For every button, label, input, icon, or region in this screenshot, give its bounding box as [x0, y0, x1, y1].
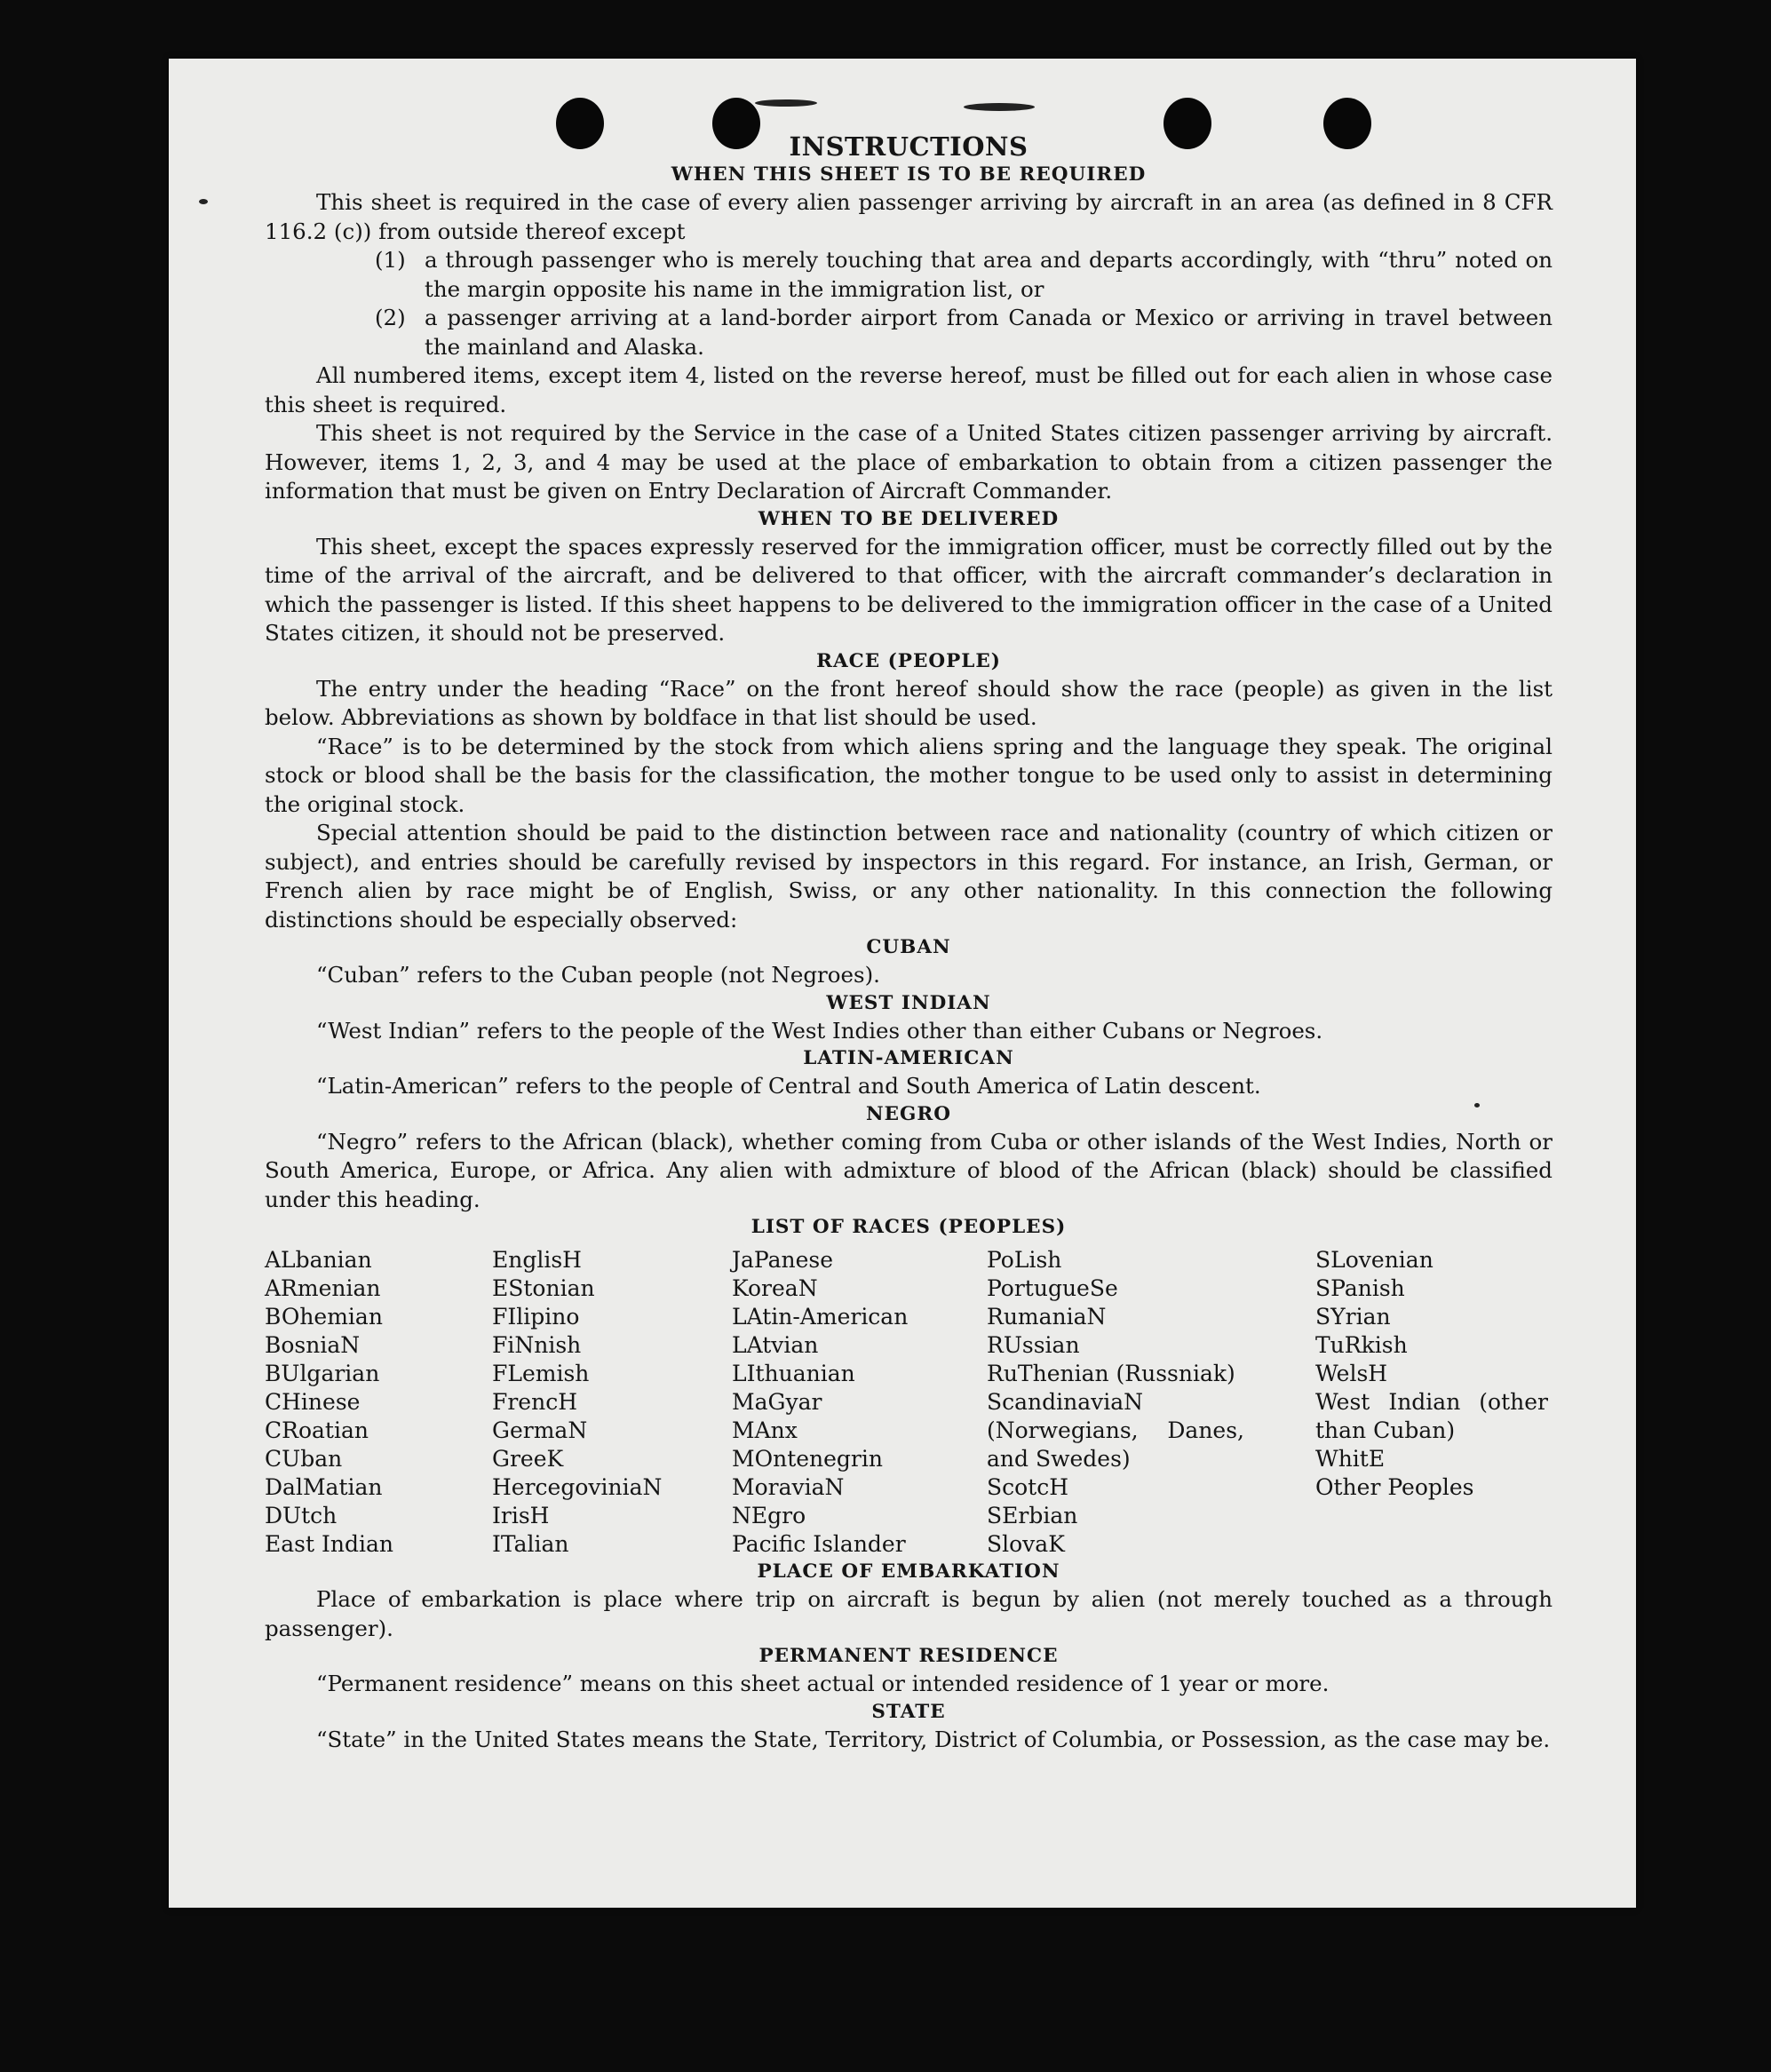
- race-entry: ARmenian: [265, 1275, 381, 1301]
- embarkation-definition: Place of embarkation is place where trip on aircraft is begun by alien (not merely touched as a through passenger).: [265, 1586, 1553, 1641]
- race-entry: LIthuanian: [732, 1361, 855, 1386]
- delivered-text: This sheet, except the spaces expressly reserved for the immigration officer, must be correctly filled out by the time of the arrival of the aircraft, and be delivered to that officer, with the aircraft commander’s declaration in which the passenger is listed. If this sheet happens to be delivered to the immigration officer in the case of a United States citizen, it should not be preserved.: [265, 533, 1553, 646]
- west-indian-definition: “West Indian” refers to the people of the West Indies other than either Cubans or Negroes.: [316, 1017, 1323, 1044]
- exception-item: (1) a through passenger who is merely touching that area and departs accordingly, with “thru” noted on the margin opposite his name in the immigration list, or: [375, 247, 1553, 302]
- state-definition: “State” in the United States means the State, Territory, District of Columbia, or Possession, as the case may be.: [316, 1726, 1551, 1752]
- section-heading-west-indian: WEST INDIAN: [826, 991, 991, 1014]
- race-entry: PortugueSe: [987, 1275, 1118, 1301]
- required-para-2: All numbered items, except item 4, listed on the reverse hereof, must be filled out for each alien in whose case this sheet is required.: [265, 362, 1553, 417]
- race-entry: ScotcH: [987, 1474, 1069, 1500]
- race-entry: RuThenian (Russniak): [987, 1361, 1235, 1386]
- document-sheet: [169, 59, 1636, 1908]
- race-entry: LAtin-American: [732, 1304, 909, 1330]
- races-column-5: [1315, 1246, 1548, 1559]
- race-entry: EnglisH: [492, 1247, 582, 1273]
- race-entry: GermaN: [492, 1417, 588, 1443]
- race-entry: MAnx: [732, 1417, 798, 1443]
- section-heading-state: STATE: [871, 1700, 946, 1723]
- race-entry: BosniaN: [265, 1332, 361, 1358]
- race-entry: SLovenian: [1315, 1247, 1433, 1273]
- negro-definition: “Negro” refers to the African (black), whether coming from Cuba or other islands of the West Indies, North or South America, Europe, or Africa. Any alien with admixture of blood of the African (black) should be classified under this heading.: [265, 1128, 1553, 1212]
- section-heading-list-of-races: LIST OF RACES (PEOPLES): [750, 1216, 1067, 1238]
- race-entry: HercegoviniaN: [492, 1474, 663, 1500]
- ink-smudge: [755, 99, 817, 107]
- race-entry: CHinese: [265, 1389, 361, 1415]
- required-intro: This sheet is required in the case of every alien passenger arriving by aircraft in an area (as defined in 8 CFR 116.2 (c)) from outside thereof except: [265, 189, 1553, 244]
- race-para-2: “Race” is to be determined by the stock from which aliens spring and the language they speak. The original stock or blood shall be the basis for the classification, the mother tongue to be used only to assist in determining the original stock.: [265, 733, 1553, 817]
- race-entry: DUtch: [265, 1503, 338, 1528]
- race-entry: CRoatian: [265, 1417, 369, 1443]
- race-entry: GreeK: [492, 1446, 564, 1472]
- required-para-3: This sheet is not required by the Service in the case of a United States citizen passenger arriving by aircraft. However, items 1, 2, 3, and 4 may be used at the place of embarkation to obtain from a citizen passenger the information that must be given on Entry Declaration of Aircraft Commander.: [265, 420, 1553, 504]
- race-entry: TuRkish: [1315, 1332, 1408, 1358]
- race-entry: West Indian (other than Cuban): [1315, 1389, 1548, 1443]
- race-entry: WelsH: [1315, 1361, 1388, 1386]
- race-entry: BUlgarian: [265, 1361, 380, 1386]
- race-entry: FiNnish: [492, 1332, 582, 1358]
- race-para-3: Special attention should be paid to the distinction between race and nationality (country of which citizen or subject), and entries should be carefully revised by inspectors in this regard. For instance, an Irish, German, or French alien by race might be of English, Swiss, or any other nationality. In this connection the following distinctions should be especially observed:: [265, 820, 1553, 933]
- race-entry: ITalian: [492, 1531, 569, 1557]
- section-heading-delivered: WHEN TO BE DELIVERED: [758, 507, 1060, 530]
- ink-speck: [199, 199, 208, 204]
- section-heading-negro: NEGRO: [866, 1102, 951, 1125]
- race-entry: BOhemian: [265, 1304, 383, 1330]
- latin-american-definition: “Latin-American” refers to the people of Central and South America of Latin descent.: [316, 1073, 1261, 1099]
- race-entry: SPanish: [1315, 1275, 1405, 1301]
- instructions-content: [265, 131, 1553, 1754]
- race-entry: FrencH: [492, 1389, 577, 1415]
- section-heading-required: WHEN THIS SHEET IS TO BE REQUIRED: [671, 163, 1147, 186]
- races-column-1: [265, 1246, 492, 1559]
- page-title: INSTRUCTIONS: [789, 131, 1028, 162]
- section-heading-race: RACE (PEOPLE): [816, 649, 1001, 672]
- race-entry: Other Peoples: [1315, 1474, 1474, 1500]
- race-entry: RumaniaN: [987, 1304, 1107, 1330]
- race-entry: MOntenegrin: [732, 1446, 883, 1472]
- race-entry: MoraviaN: [732, 1474, 845, 1500]
- section-heading-cuban: CUBAN: [866, 936, 951, 958]
- race-entry: RUssian: [987, 1332, 1080, 1358]
- races-column-2: [492, 1246, 732, 1559]
- race-entry: FLemish: [492, 1361, 590, 1386]
- race-entry: NEgro: [732, 1503, 806, 1528]
- race-entry: EStonian: [492, 1275, 595, 1301]
- race-para-1: The entry under the heading “Race” on the front hereof should show the race (people) as given in the list below. Abbreviations as shown by boldface in that list should be used.: [265, 675, 1553, 730]
- section-heading-embarkation: PLACE OF EMBARKATION: [757, 1560, 1060, 1583]
- exception-item: (2) a passenger arriving at a land-border airport from Canada or Mexico or arriving in travel between the mainland and Alaska.: [375, 305, 1553, 360]
- race-entry: PoLish: [987, 1247, 1062, 1273]
- race-entry: JaPanese: [732, 1247, 834, 1273]
- section-heading-latin-american: LATIN-AMERICAN: [803, 1047, 1014, 1069]
- race-entry: Pacific Islander: [732, 1531, 906, 1557]
- race-entry: LAtvian: [732, 1332, 819, 1358]
- race-entry: ScandinaviaN (Norwegians, Danes, and Swedes): [987, 1389, 1244, 1472]
- race-entry: East Indian: [265, 1531, 393, 1557]
- races-column-4: [987, 1246, 1315, 1559]
- section-heading-residence: PERMANENT RESIDENCE: [758, 1645, 1059, 1667]
- race-entry: SlovaK: [987, 1531, 1065, 1557]
- race-entry: DalMatian: [265, 1474, 383, 1500]
- race-entry: CUban: [265, 1446, 343, 1472]
- race-entry: SErbian: [987, 1503, 1078, 1528]
- race-entry: KoreaN: [732, 1275, 818, 1301]
- cuban-definition: “Cuban” refers to the Cuban people (not Negroes).: [316, 962, 880, 988]
- race-entry: SYrian: [1315, 1304, 1391, 1330]
- ink-smudge: [964, 103, 1035, 111]
- race-entry: FIlipino: [492, 1304, 580, 1330]
- races-list: [265, 1246, 1553, 1559]
- residence-definition: “Permanent residence” means on this sheet actual or intended residence of 1 year or more.: [316, 1671, 1330, 1696]
- races-column-3: [732, 1246, 987, 1559]
- race-entry: MaGyar: [732, 1389, 822, 1415]
- race-entry: IrisH: [492, 1503, 550, 1528]
- race-entry: WhitE: [1315, 1446, 1386, 1472]
- race-entry: ALbanian: [265, 1247, 372, 1273]
